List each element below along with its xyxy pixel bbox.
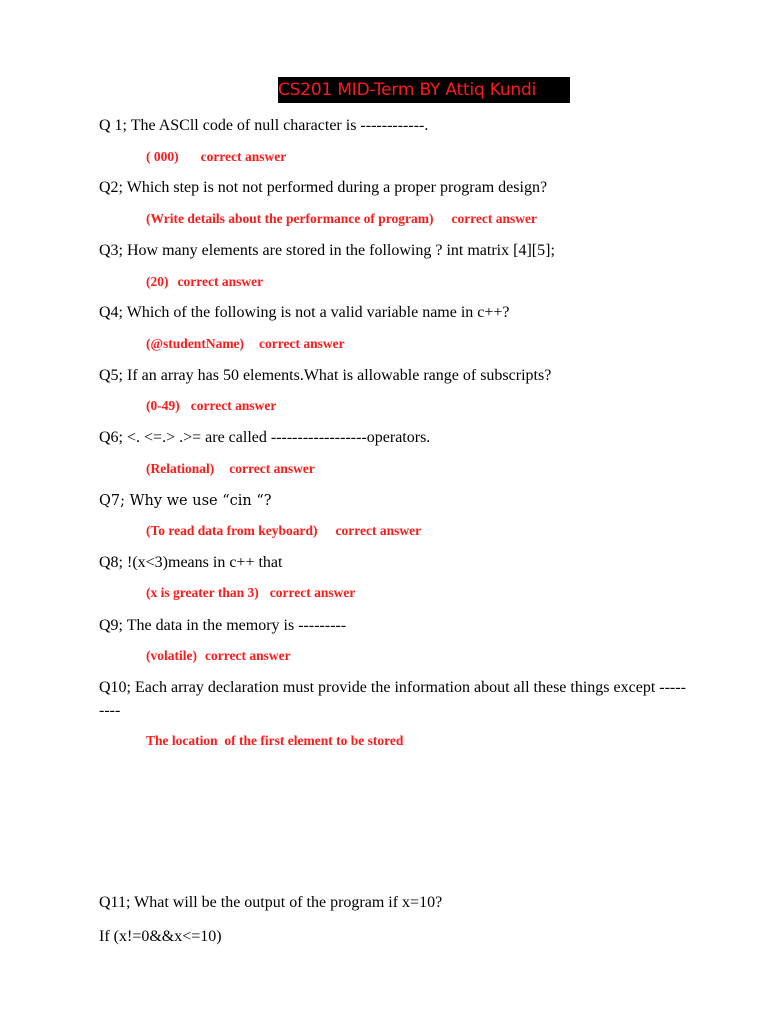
question-1: Q 1; The ASCll code of null character is ------------. [99,117,429,134]
answer-text: (To read data from keyboard) [146,523,318,538]
answer-9 [146,647,291,665]
question-11-code: If (x!=0&&x<=10) [99,928,222,945]
answer-verdict: correct answer [451,211,538,226]
answer-10 [146,732,403,750]
question-10-continuation: ---- [99,702,121,719]
question-9: Q9; The data in the memory is --------- [99,617,347,634]
answer-7 [146,522,421,540]
answer-verdict: correct answer [335,523,422,538]
answer-text: (Relational) [146,461,215,476]
answer-text: The location of the first element to be stored [146,733,404,748]
question-2: Q2; Which step is not not performed during a proper program design? [99,179,548,196]
question-11: Q11; What will be the output of the program if x=10? [99,894,443,911]
answer-verdict: correct answer [269,585,356,600]
answer-6 [146,460,315,478]
answer-2 [146,210,537,228]
question-4: Q4; Which of the following is not a valid variable name in c++? [99,304,510,321]
question-6: Q6; <. <=.> .>= are called ------------------operators. [99,429,431,446]
question-5: Q5; If an array has 50 elements.What is allowable range of subscripts? [99,367,552,384]
question-3: Q3; How many elements are stored in the following ? int matrix [4][5]; [99,242,555,259]
answer-text: (0-49) [146,398,180,413]
answer-verdict: correct answer [177,274,264,289]
answer-text: (volatile) [146,648,197,663]
answer-verdict: correct answer [200,149,287,164]
answer-text: (20) [146,274,169,289]
answer-text: ( 000) [146,149,179,164]
answer-verdict: correct answer [259,336,345,351]
question-8: Q8; !(x<3)means in c++ that [99,554,283,571]
answer-text: (x is greater than 3) [146,585,259,600]
answer-8 [146,584,355,602]
question-7: Q7; Why we use “cin “? [99,493,272,509]
answer-verdict: correct answer [229,461,315,476]
answer-verdict: correct answer [190,398,277,413]
answer-text: (Write details about the performance of program) [146,211,434,226]
answer-3 [146,273,263,291]
question-10: Q10; Each array declaration must provide the information about all these things except ----- [99,679,686,696]
answer-verdict: correct answer [204,648,291,663]
answer-4 [146,335,345,353]
document-title: CS201 MID-Term BY Attiq Kundi [278,77,570,103]
answer-1 [146,148,286,166]
answer-5 [146,397,276,415]
answer-text: (@studentName) [146,336,245,351]
